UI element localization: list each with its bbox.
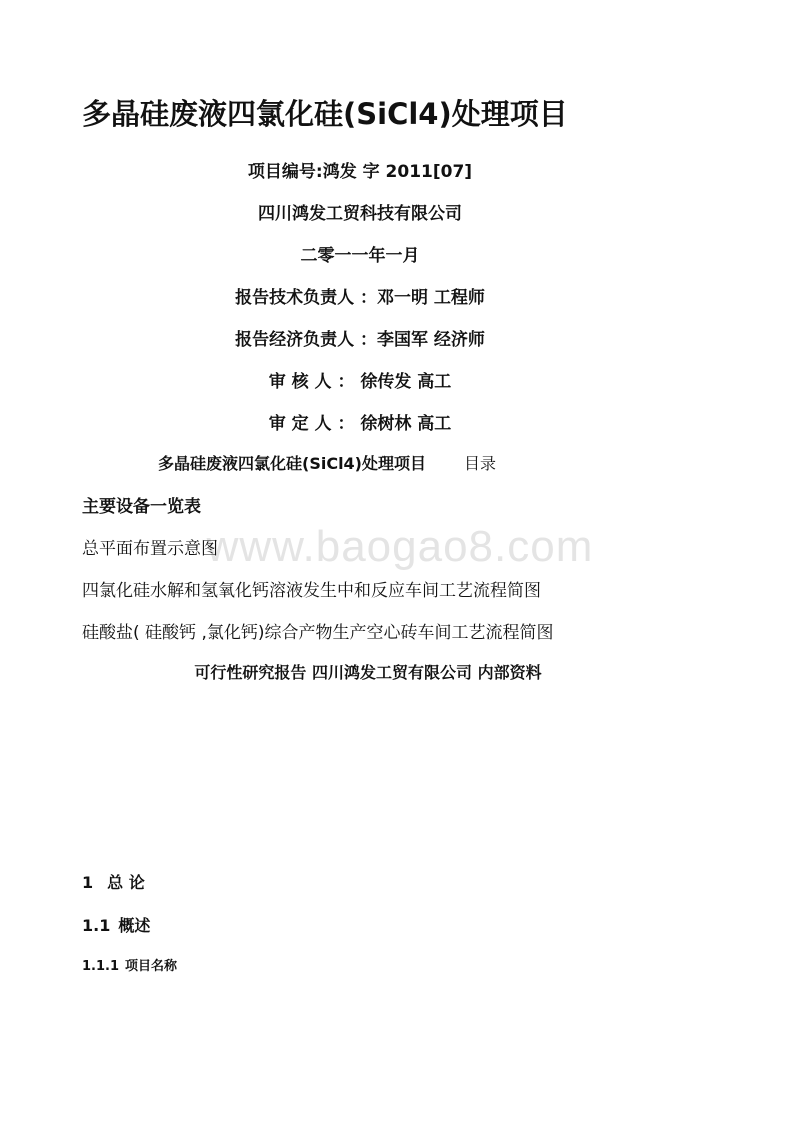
section-number: 1 — [82, 873, 94, 892]
toc-header — [158, 451, 496, 474]
report-date: 二零一一年一月 — [300, 246, 420, 266]
footer-note: 可行性研究报告 四川鸿发工贸有限公司 内部资料 — [194, 663, 542, 682]
list-item: 主要设备一览表 — [82, 497, 201, 517]
list-item: 四氯化硅水解和氢氧化钙溶液发生中和反应车间工艺流程简图 — [82, 581, 541, 601]
section-title: 概述 — [118, 916, 151, 935]
section-number: 1.1.1 — [82, 959, 120, 974]
company-name: 四川鸿发工贸科技有限公司 — [258, 204, 462, 224]
list-item: 硅酸盐( 硅酸钙 ,氯化钙)综合产物生产空心砖车间工艺流程简图 — [82, 623, 554, 643]
list-item: 总平面布置示意图 — [82, 539, 218, 559]
section-title: 项目名称 — [125, 959, 178, 974]
section-heading-1 — [82, 870, 145, 893]
section-title: 总 论 — [107, 873, 145, 892]
section-number: 1.1 — [82, 916, 111, 935]
toc-project-title: 多晶硅废液四氯化硅(SiCl4)处理项目 — [158, 454, 426, 473]
watermark-text: www.baogao8.com — [206, 522, 594, 571]
toc-label: 目录 — [464, 454, 497, 473]
econ-lead: 报告经济负责人 ：李国军 经济师 — [235, 330, 485, 350]
section-heading-1-1 — [82, 913, 150, 936]
approver: 审 定 人 ： 徐树林 高工 — [268, 414, 452, 434]
document-title: 多晶硅废液四氯化硅(SiCl4)处理项目 — [82, 97, 568, 131]
section-heading-1-1-1 — [82, 955, 177, 974]
project-number: 项目编号:鸿发 字 2011[07] — [247, 162, 473, 182]
tech-lead: 报告技术负责人 ：邓一明 工程师 — [235, 288, 485, 308]
reviewer: 审 核 人 ： 徐传发 高工 — [268, 372, 452, 392]
